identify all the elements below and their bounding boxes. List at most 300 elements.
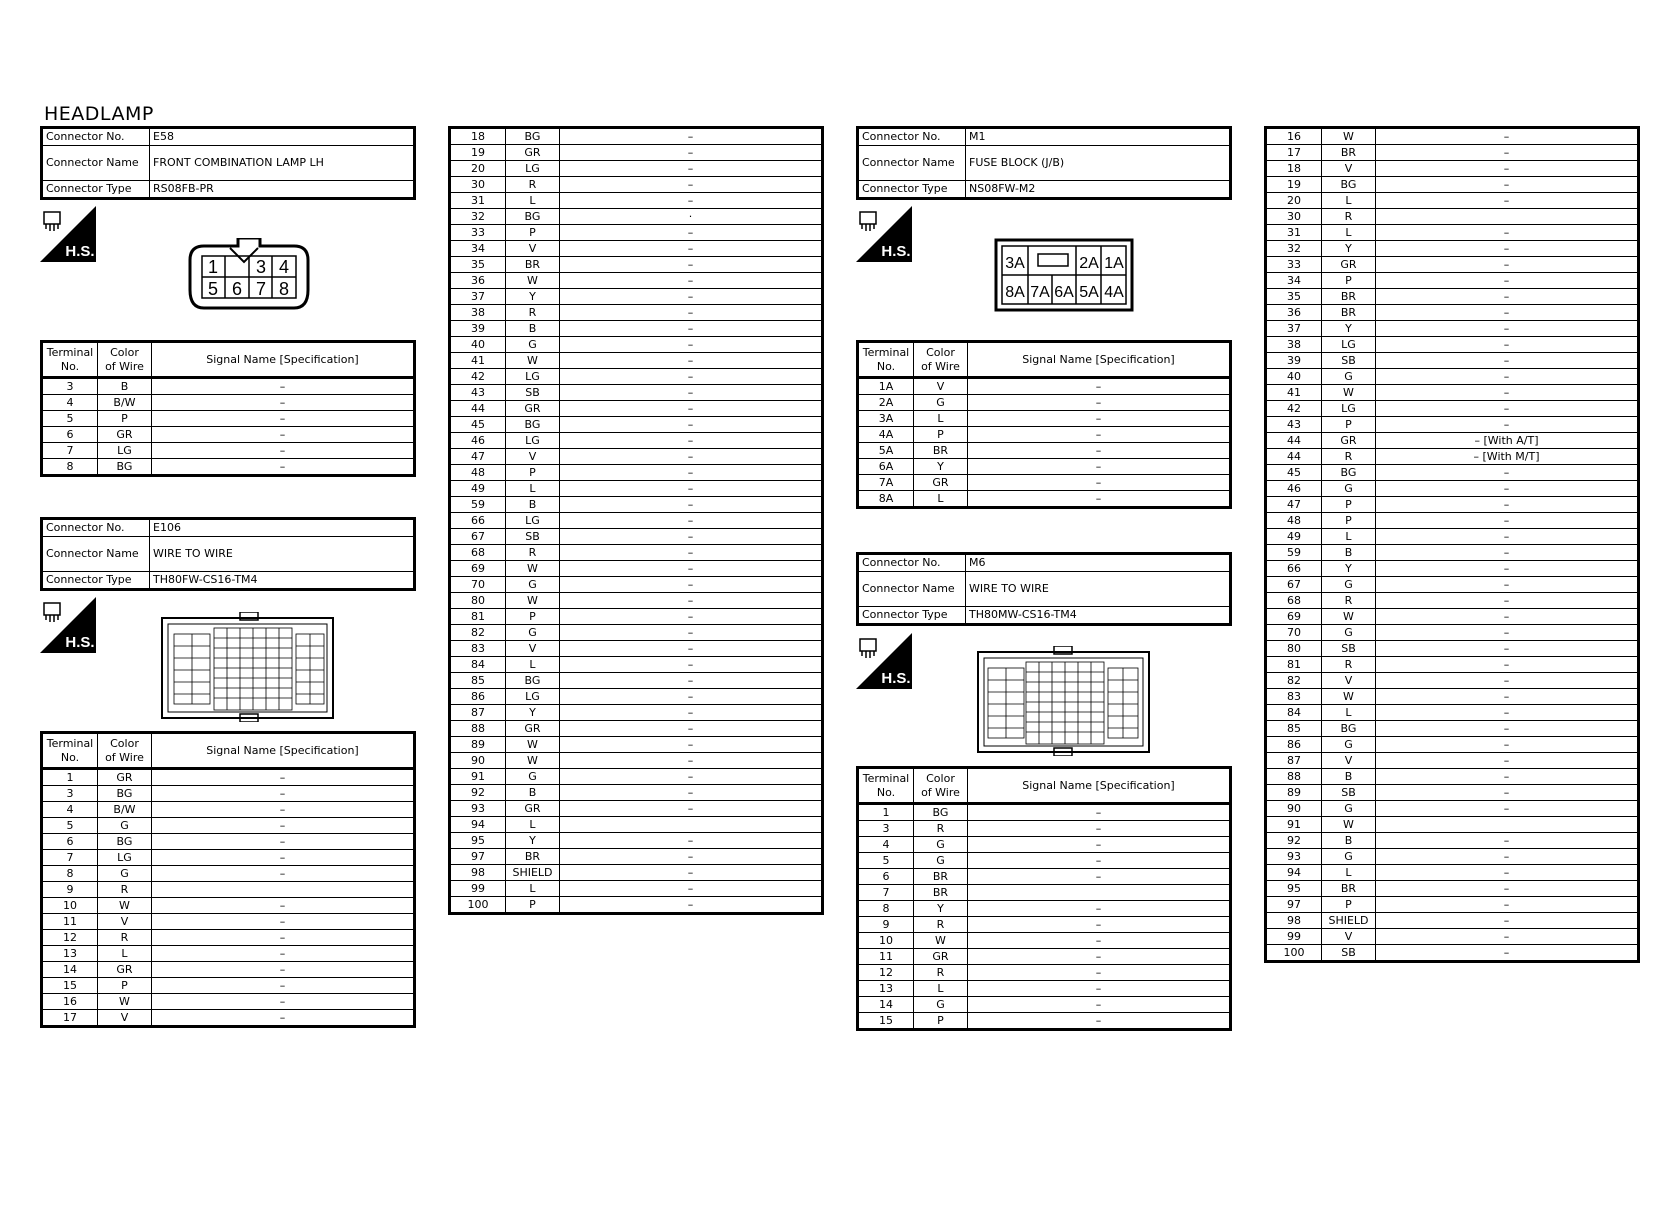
signal-name: – xyxy=(1376,625,1639,641)
signal-name: – xyxy=(968,949,1231,965)
connector-m6-face xyxy=(976,646,1151,756)
connector-name: WIRE TO WIRE xyxy=(966,572,1231,607)
wire-color: L xyxy=(506,193,560,209)
table-row xyxy=(450,849,823,865)
terminal-no: 39 xyxy=(1266,353,1322,369)
signal-name: – xyxy=(968,901,1231,917)
table-row xyxy=(1266,353,1639,369)
wire-color: V xyxy=(98,1010,152,1027)
table-row xyxy=(450,225,823,241)
wire-color: G xyxy=(1322,625,1376,641)
wire-color: Y xyxy=(914,459,968,475)
terminal-no: 16 xyxy=(42,994,98,1010)
signal-name: – xyxy=(968,443,1231,459)
table-row xyxy=(858,933,1231,949)
table-row xyxy=(1266,801,1639,817)
signal-name: – xyxy=(560,865,823,881)
table-row xyxy=(450,737,823,753)
harness-side-icon xyxy=(40,206,96,262)
table-row xyxy=(1266,865,1639,881)
wire-color: G xyxy=(1322,801,1376,817)
terminal-no: 4 xyxy=(42,395,98,411)
terminal-no: 83 xyxy=(1266,689,1322,705)
table-row xyxy=(1266,721,1639,737)
table-row xyxy=(1266,593,1639,609)
wire-color: R xyxy=(506,545,560,561)
connector-no: M1 xyxy=(966,128,1231,146)
table-row xyxy=(1266,321,1639,337)
connector-m1-table-wrap xyxy=(856,340,1232,509)
wire-color: W xyxy=(506,353,560,369)
terminal-table-continued xyxy=(1264,126,1640,963)
signal-name: – xyxy=(560,705,823,721)
table-row xyxy=(1266,689,1639,705)
table-row xyxy=(1266,641,1639,657)
signal-name: – xyxy=(1376,753,1639,769)
wire-color: GR xyxy=(98,962,152,978)
signal-name: – xyxy=(1376,161,1639,177)
table-row xyxy=(1266,385,1639,401)
signal-name: – xyxy=(560,769,823,785)
wire-color: L xyxy=(506,481,560,497)
wire-color: BR xyxy=(914,869,968,885)
terminal-no: 19 xyxy=(1266,177,1322,193)
terminal-no: 67 xyxy=(450,529,506,545)
terminal-no: 95 xyxy=(450,833,506,849)
label-connector-no: Connector No. xyxy=(42,519,150,537)
wire-color: LG xyxy=(98,850,152,866)
label-connector-name: Connector Name xyxy=(858,572,966,607)
connector-no: M6 xyxy=(966,554,1231,572)
signal-name: – xyxy=(1376,353,1639,369)
signal-name: – xyxy=(1376,321,1639,337)
wire-color: P xyxy=(1322,513,1376,529)
terminal-no: 3 xyxy=(42,378,98,395)
wire-color: L xyxy=(914,491,968,508)
signal-name: – xyxy=(560,657,823,673)
signal-name: – xyxy=(560,481,823,497)
table-row xyxy=(858,917,1231,933)
table-row xyxy=(1266,577,1639,593)
terminal-no: 34 xyxy=(450,241,506,257)
signal-name: – xyxy=(152,866,415,882)
terminal-no: 68 xyxy=(1266,593,1322,609)
terminal-no: 82 xyxy=(450,625,506,641)
wire-color: Y xyxy=(1322,561,1376,577)
table-row xyxy=(42,378,415,395)
pin-5a: 5A xyxy=(1079,284,1099,301)
table-row xyxy=(858,901,1231,917)
signal-name: – xyxy=(560,609,823,625)
terminal-no: 70 xyxy=(1266,625,1322,641)
table-row xyxy=(858,997,1231,1013)
pin-1: 1 xyxy=(207,257,219,277)
connector-no: E106 xyxy=(150,519,415,537)
signal-name: – xyxy=(1376,497,1639,513)
wire-color: LG xyxy=(506,433,560,449)
terminal-no: 36 xyxy=(450,273,506,289)
terminal-no: 86 xyxy=(1266,737,1322,753)
table-row xyxy=(1266,913,1639,929)
wire-color: G xyxy=(1322,369,1376,385)
terminal-no: 99 xyxy=(1266,929,1322,945)
terminal-no: 18 xyxy=(1266,161,1322,177)
terminal-no: 92 xyxy=(450,785,506,801)
terminal-no: 90 xyxy=(1266,801,1322,817)
table-row xyxy=(42,769,415,786)
table-row xyxy=(450,193,823,209)
table-row xyxy=(450,128,823,145)
wire-color: BR xyxy=(506,257,560,273)
terminal-no: 80 xyxy=(1266,641,1322,657)
table-row xyxy=(450,753,823,769)
signal-name: – xyxy=(1376,193,1639,209)
signal-name: – xyxy=(152,459,415,476)
wire-color: GR xyxy=(506,145,560,161)
terminal-no: 5A xyxy=(858,443,914,459)
header-terminal-1: Terminal xyxy=(46,345,94,359)
wire-color: BG xyxy=(506,128,560,145)
signal-name: – xyxy=(152,1010,415,1027)
terminal-no: 80 xyxy=(450,593,506,609)
signal-name: – xyxy=(560,385,823,401)
terminal-no: 100 xyxy=(450,897,506,914)
header-terminal-1: Terminal xyxy=(862,345,910,359)
table-row xyxy=(450,241,823,257)
signal-name: – xyxy=(152,786,415,802)
wire-color: BG xyxy=(1322,465,1376,481)
connector-m6-info xyxy=(856,552,1232,626)
hs-label: H.S. xyxy=(881,243,911,260)
table-row xyxy=(450,881,823,897)
terminal-no: 42 xyxy=(1266,401,1322,417)
table-row xyxy=(1266,849,1639,865)
table-row xyxy=(42,395,415,411)
wire-color: G xyxy=(914,837,968,853)
wire-color: P xyxy=(506,609,560,625)
signal-name: – xyxy=(1376,593,1639,609)
wire-color: P xyxy=(914,1013,968,1030)
table-row xyxy=(42,994,415,1010)
terminal-no: 40 xyxy=(450,337,506,353)
wire-color: L xyxy=(1322,865,1376,881)
signal-name: – xyxy=(1376,128,1639,145)
table-row xyxy=(42,914,415,930)
signal-name: – xyxy=(968,459,1231,475)
wire-color: R xyxy=(1322,209,1376,225)
terminal-no: 11 xyxy=(42,914,98,930)
terminal-no: 84 xyxy=(1266,705,1322,721)
connector-name: WIRE TO WIRE xyxy=(150,537,415,572)
label-connector-type: Connector Type xyxy=(858,607,966,625)
table-row xyxy=(858,981,1231,997)
connector-type: TH80FW-CS16-TM4 xyxy=(150,572,415,590)
table-row xyxy=(450,817,823,833)
signal-name xyxy=(152,882,415,898)
terminal-no: 43 xyxy=(450,385,506,401)
wire-color: BR xyxy=(1322,305,1376,321)
signal-name: – xyxy=(968,853,1231,869)
signal-name: – xyxy=(560,593,823,609)
connector-m6-table-cont-wrap xyxy=(1264,126,1640,963)
wire-color: BR xyxy=(506,849,560,865)
table-row xyxy=(450,641,823,657)
wire-color: W xyxy=(1322,609,1376,625)
signal-name: – xyxy=(1376,177,1639,193)
signal-name: – xyxy=(1376,609,1639,625)
signal-name: – xyxy=(560,833,823,849)
signal-name: – xyxy=(152,802,415,818)
wire-color: R xyxy=(98,930,152,946)
header-color-1: Color xyxy=(926,345,955,359)
signal-name: – xyxy=(560,145,823,161)
signal-name: – xyxy=(560,497,823,513)
terminal-no: 30 xyxy=(1266,209,1322,225)
wire-color: G xyxy=(1322,481,1376,497)
wire-color: P xyxy=(506,465,560,481)
signal-name: – xyxy=(560,177,823,193)
pin-8: 8 xyxy=(278,279,290,299)
wire-color: BG xyxy=(914,804,968,821)
table-row xyxy=(450,385,823,401)
terminal-no: 2A xyxy=(858,395,914,411)
label-connector-type: Connector Type xyxy=(858,181,966,199)
signal-name: – xyxy=(152,411,415,427)
table-row xyxy=(858,443,1231,459)
wire-color: W xyxy=(506,273,560,289)
terminal-no: 69 xyxy=(1266,609,1322,625)
table-row xyxy=(858,427,1231,443)
table-row xyxy=(450,769,823,785)
signal-name: – xyxy=(968,427,1231,443)
signal-name: – xyxy=(1376,145,1639,161)
wire-color: W xyxy=(1322,817,1376,833)
table-row xyxy=(1266,897,1639,913)
wire-color: P xyxy=(1322,417,1376,433)
signal-name: – xyxy=(560,545,823,561)
label-connector-type: Connector Type xyxy=(42,572,150,590)
signal-name: – xyxy=(1376,849,1639,865)
table-row xyxy=(1266,545,1639,561)
wire-color: GR xyxy=(506,721,560,737)
terminal-no: 93 xyxy=(1266,849,1322,865)
signal-name: – xyxy=(1376,929,1639,945)
wire-color: GR xyxy=(914,475,968,491)
pin-7a: 7A xyxy=(1030,284,1050,301)
table-row xyxy=(1266,289,1639,305)
pin-3a: 3A xyxy=(1005,255,1025,272)
signal-name: – xyxy=(152,978,415,994)
wire-color: W xyxy=(506,561,560,577)
signal-name: – xyxy=(560,193,823,209)
signal-name: – xyxy=(560,673,823,689)
terminal-no: 33 xyxy=(1266,257,1322,273)
header-color-2: of Wire xyxy=(921,785,960,799)
header-terminal-2: No. xyxy=(876,359,896,373)
signal-name: – xyxy=(560,417,823,433)
signal-name: – xyxy=(1376,369,1639,385)
wire-color: SB xyxy=(1322,785,1376,801)
terminal-no: 81 xyxy=(1266,657,1322,673)
wire-color: R xyxy=(914,965,968,981)
terminal-no: 8 xyxy=(42,459,98,476)
wire-color: G xyxy=(1322,849,1376,865)
header-signal: Signal Name [Specification] xyxy=(968,342,1231,378)
table-row xyxy=(450,865,823,881)
wire-color: LG xyxy=(1322,337,1376,353)
signal-name: – xyxy=(560,128,823,145)
table-row xyxy=(858,1013,1231,1030)
signal-name: – xyxy=(968,869,1231,885)
signal-name: – xyxy=(968,965,1231,981)
header-color-1: Color xyxy=(110,736,139,750)
wire-color: BR xyxy=(1322,145,1376,161)
signal-name: – xyxy=(560,337,823,353)
wire-color: GR xyxy=(506,801,560,817)
terminal-no: 12 xyxy=(42,930,98,946)
wire-color: R xyxy=(98,882,152,898)
wire-color: L xyxy=(1322,705,1376,721)
wire-color: V xyxy=(914,378,968,395)
wire-color: V xyxy=(506,641,560,657)
signal-name: – xyxy=(152,946,415,962)
signal-name: – xyxy=(560,321,823,337)
wire-color: SB xyxy=(1322,641,1376,657)
wire-color: BR xyxy=(1322,289,1376,305)
terminal-table-continued xyxy=(448,126,824,915)
signal-name: – xyxy=(560,401,823,417)
wire-color: V xyxy=(1322,753,1376,769)
terminal-no: 66 xyxy=(1266,561,1322,577)
wire-color: B xyxy=(1322,545,1376,561)
wire-color: V xyxy=(1322,161,1376,177)
table-row xyxy=(450,337,823,353)
signal-name: – xyxy=(968,981,1231,997)
signal-name: – xyxy=(152,962,415,978)
wire-color: SB xyxy=(506,385,560,401)
table-row xyxy=(450,545,823,561)
table-row xyxy=(42,850,415,866)
page-title: HEADLAMP xyxy=(44,103,154,125)
signal-name: – xyxy=(560,737,823,753)
terminal-no: 1A xyxy=(858,378,914,395)
wire-color: Y xyxy=(506,289,560,305)
header-signal: Signal Name [Specification] xyxy=(152,733,415,769)
signal-name: – xyxy=(560,849,823,865)
wire-color: B xyxy=(506,321,560,337)
table-row xyxy=(42,786,415,802)
signal-name: – xyxy=(152,818,415,834)
table-row xyxy=(1266,209,1639,225)
wire-color: G xyxy=(914,395,968,411)
label-connector-no: Connector No. xyxy=(858,554,966,572)
terminal-no: 7 xyxy=(42,850,98,866)
terminal-no: 14 xyxy=(858,997,914,1013)
wire-color: L xyxy=(1322,529,1376,545)
terminal-no: 33 xyxy=(450,225,506,241)
header-color-2: of Wire xyxy=(105,359,144,373)
terminal-no: 17 xyxy=(42,1010,98,1027)
terminal-no: 35 xyxy=(450,257,506,273)
table-row xyxy=(858,837,1231,853)
terminal-no: 12 xyxy=(858,965,914,981)
table-row xyxy=(450,369,823,385)
signal-name: – xyxy=(560,257,823,273)
wire-color: BG xyxy=(98,786,152,802)
terminal-no: 85 xyxy=(450,673,506,689)
terminal-no: 90 xyxy=(450,753,506,769)
pin-4a: 4A xyxy=(1104,284,1124,301)
harness-side-icon xyxy=(40,597,96,653)
signal-name: – xyxy=(1376,465,1639,481)
signal-name: – xyxy=(1376,881,1639,897)
table-row xyxy=(1266,817,1639,833)
wire-color: R xyxy=(1322,449,1376,465)
harness-side-icon xyxy=(856,633,912,689)
wire-color: L xyxy=(506,817,560,833)
signal-name: – xyxy=(968,917,1231,933)
table-row xyxy=(450,257,823,273)
signal-name: – xyxy=(968,411,1231,427)
terminal-no: 4 xyxy=(42,802,98,818)
wire-color: SB xyxy=(506,529,560,545)
connector-e58-face xyxy=(186,238,312,312)
wire-color: Y xyxy=(506,833,560,849)
terminal-no: 100 xyxy=(1266,945,1322,962)
table-row xyxy=(450,289,823,305)
wire-color: L xyxy=(1322,225,1376,241)
wire-color: LG xyxy=(506,689,560,705)
wire-color: L xyxy=(506,881,560,897)
signal-name: – xyxy=(1376,289,1639,305)
wire-color: P xyxy=(506,897,560,914)
table-row xyxy=(1266,609,1639,625)
connector-e58-table-wrap xyxy=(40,340,416,477)
label-connector-no: Connector No. xyxy=(858,128,966,146)
signal-name: – xyxy=(1376,305,1639,321)
signal-name: – xyxy=(560,353,823,369)
table-row xyxy=(1266,369,1639,385)
terminal-no: 17 xyxy=(1266,145,1322,161)
signal-name: – xyxy=(560,273,823,289)
terminal-no: 87 xyxy=(450,705,506,721)
table-row xyxy=(1266,305,1639,321)
wire-color: GR xyxy=(914,949,968,965)
signal-name xyxy=(1376,817,1639,833)
pin-4: 4 xyxy=(278,257,290,277)
table-row xyxy=(1266,625,1639,641)
table-row xyxy=(450,177,823,193)
connector-e106-table-cont-wrap xyxy=(448,126,824,915)
signal-name: – xyxy=(560,161,823,177)
terminal-no: 13 xyxy=(858,981,914,997)
table-row xyxy=(450,401,823,417)
wire-color: W xyxy=(98,898,152,914)
table-row xyxy=(450,273,823,289)
wire-color: R xyxy=(1322,657,1376,673)
terminal-no: 9 xyxy=(858,917,914,933)
terminal-no: 6 xyxy=(858,869,914,885)
table-row xyxy=(450,705,823,721)
wire-color: L xyxy=(506,657,560,673)
terminal-no: 41 xyxy=(1266,385,1322,401)
header-color-1: Color xyxy=(110,345,139,359)
signal-name: – xyxy=(560,641,823,657)
table-row xyxy=(1266,769,1639,785)
table-row xyxy=(1266,401,1639,417)
terminal-table xyxy=(40,731,416,1028)
terminal-no: 47 xyxy=(1266,497,1322,513)
